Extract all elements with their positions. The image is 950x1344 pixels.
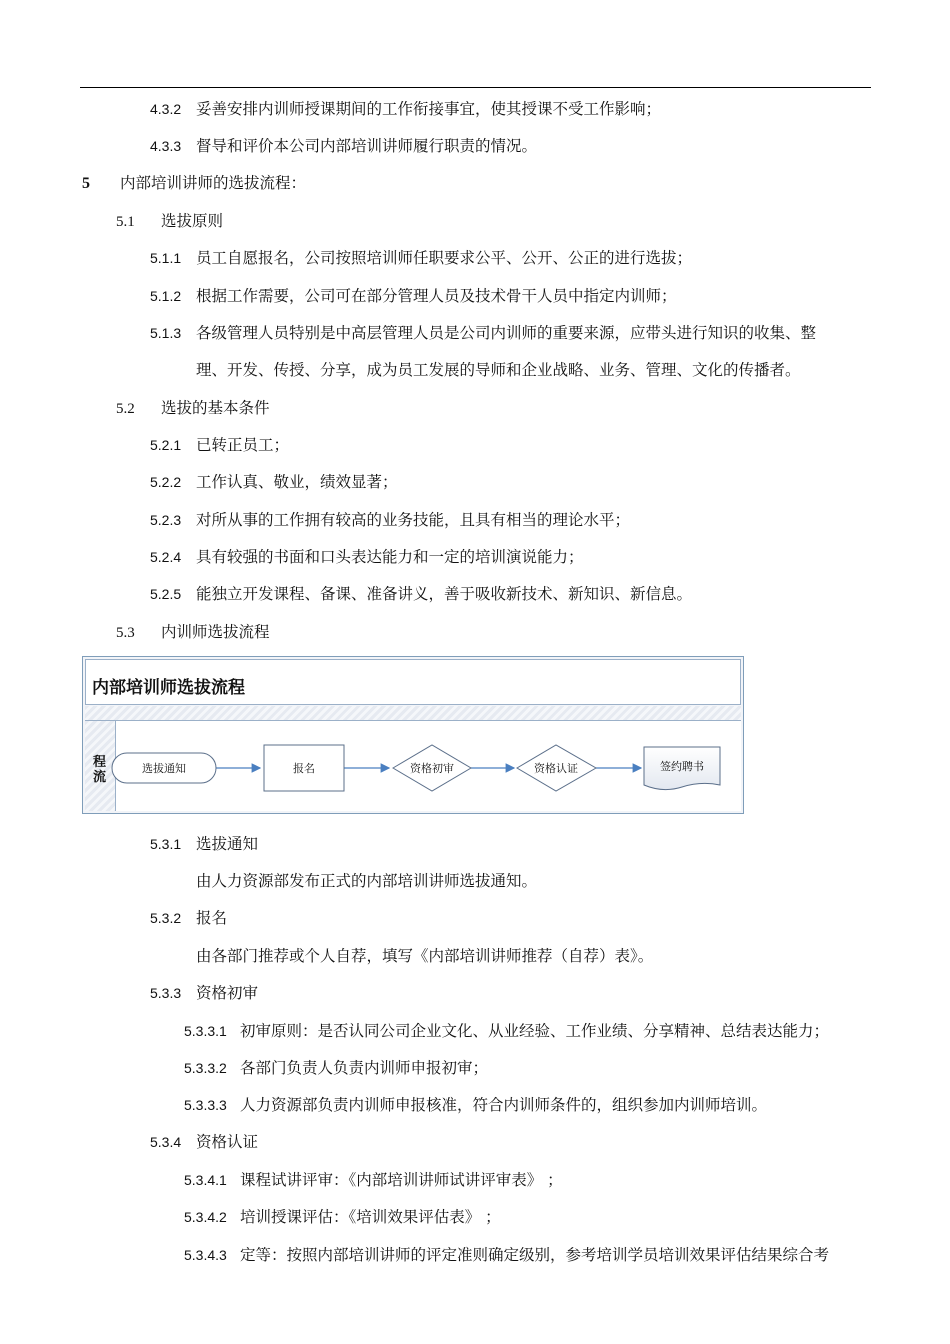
item-text: 员工自愿报名，公司按照培训师任职要求公平、公开、公正的进行选拔；: [196, 249, 693, 267]
item-5-3-1: [150, 834, 258, 854]
section-5-2-heading: [116, 398, 270, 419]
item-number: 4.3.2: [150, 101, 182, 117]
node-label: 报名: [293, 762, 315, 775]
item-number: 5.1.1: [150, 250, 182, 266]
item-text: 各部门负责人负责内训师申报初审；: [240, 1059, 489, 1077]
item-5-3-1-body: [196, 871, 537, 891]
item-5-3-4-1: [184, 1170, 563, 1190]
item-text: 由各部门推荐或个人自荐，填写《内部培训讲师推荐（自荐）表》。: [196, 947, 654, 965]
node-label: 签约聘书: [660, 760, 704, 773]
item-5-1-2: [150, 286, 677, 306]
item-text: 课程试讲评审：《内部培训讲师试讲评审表》 ；: [240, 1171, 563, 1189]
item-text: 由人力资源部发布正式的内部培训讲师选拔通知。: [196, 872, 538, 890]
item-text: 初审原则：是否认同公司企业文化、从业经验、工作业绩、分享精神、总结表达能力；: [240, 1022, 830, 1040]
section-title: 选拔的基本条件: [161, 399, 270, 417]
section-number: 5: [82, 175, 90, 192]
flow-node-selection-notice: [112, 753, 216, 783]
node-label: 资格初审: [410, 762, 454, 775]
item-5-2-5: [150, 584, 692, 604]
item-text: 选拔通知: [196, 835, 259, 853]
item-5-3-4: [150, 1132, 258, 1152]
item-text: 妥善安排内训师授课期间的工作衔接事宜，使其授课不受工作影响；: [196, 100, 662, 118]
item-5-3-2-body: [196, 946, 653, 966]
section-number: 5.2: [116, 401, 135, 417]
section-title: 内部培训讲师的选拔流程：: [120, 174, 307, 192]
item-number: 5.3.4.1: [184, 1172, 227, 1188]
item-number: 5.2.4: [150, 549, 182, 565]
item-number: 5.3.3.1: [184, 1023, 227, 1039]
item-text: 资格初审: [196, 984, 259, 1002]
item-4-3-2: [150, 99, 661, 119]
selection-flowchart: [82, 656, 744, 814]
item-number: 5.2.5: [150, 586, 182, 602]
item-5-2-1: [150, 435, 289, 455]
item-text: 工作认真、敬业，绩效显著；: [196, 473, 398, 491]
item-text: 具有较强的书面和口头表达能力和一定的培训演说能力；: [196, 548, 584, 566]
item-4-3-3: [150, 136, 537, 156]
item-text: 理、开发、传授、分享，成为员工发展的导师和企业战略、业务、管理、文化的传播者。: [196, 361, 801, 379]
item-5-2-2: [150, 472, 398, 492]
section-title: 内训师选拔流程: [161, 623, 270, 641]
item-text: 报名: [196, 909, 228, 927]
item-number: 5.3.1: [150, 836, 182, 852]
item-text: 人力资源部负责内训师申报核准，符合内训师条件的，组织参加内训师培训。: [240, 1096, 768, 1114]
section-number: 5.1: [116, 214, 135, 230]
flow-node-qualification-certification: [517, 745, 596, 791]
lane-label-text: 程流: [93, 755, 107, 785]
flow-node-registration: [264, 745, 344, 791]
item-text: 各级管理人员特别是中高层管理人员是公司内训师的重要来源，应带头进行知识的收集、整: [196, 324, 817, 342]
item-number: 5.3.3: [150, 985, 182, 1001]
item-text: 对所从事的工作拥有较高的业务技能，且具有相当的理论水平；: [196, 511, 631, 529]
item-text: 培训授课评估：《培训效果评估表》 ；: [240, 1208, 501, 1226]
item-5-3-2: [150, 908, 227, 928]
flowchart-diagram: [83, 657, 745, 815]
item-5-2-4: [150, 547, 584, 567]
item-number: 5.3.4.3: [184, 1247, 227, 1263]
item-5-3-3: [150, 983, 258, 1003]
item-number: 5.2.2: [150, 474, 182, 490]
item-number: 5.3.3.3: [184, 1097, 227, 1113]
section-5-1-heading: [116, 211, 223, 232]
item-number: 5.3.4.2: [184, 1209, 227, 1225]
item-5-1-3: [150, 323, 816, 343]
item-5-2-3: [150, 510, 630, 530]
section-title: 选拔原则: [161, 212, 224, 230]
section-number: 5.3: [116, 625, 135, 641]
item-number: 5.3.3.2: [184, 1060, 227, 1076]
item-number: 5.2.3: [150, 512, 182, 528]
item-5-3-3-3: [184, 1095, 767, 1115]
item-number: 5.2.1: [150, 437, 182, 453]
item-text: 根据工作需要，公司可在部分管理人员及技术骨干人员中指定内训师；: [196, 287, 677, 305]
item-text: 已转正员工；: [196, 436, 290, 454]
flow-node-sign-appointment: [644, 747, 720, 790]
section-5-3-heading: [116, 622, 270, 643]
item-number: 5.3.4: [150, 1134, 182, 1150]
item-5-3-4-3: [184, 1245, 829, 1265]
item-text: 能独立开发课程、备课、准备讲义，善于吸收新技术、新知识、新信息。: [196, 585, 693, 603]
item-5-1-1: [150, 248, 692, 268]
item-number: 4.3.3: [150, 138, 182, 154]
item-5-1-3-continued: [196, 360, 801, 380]
item-number: 5.1.3: [150, 325, 182, 341]
item-number: 5.3.2: [150, 910, 182, 926]
item-text: 定等：按照内部培训讲师的评定准则确定级别，参考培训学员培训效果评估结果综合考: [240, 1246, 830, 1264]
item-5-3-3-2: [184, 1058, 488, 1078]
flow-node-preliminary-review: [393, 745, 471, 791]
header-rule: [80, 87, 871, 88]
item-5-3-4-2: [184, 1207, 501, 1227]
flowchart-title: 内部培训师选拔流程: [92, 678, 245, 698]
item-text: 督导和评价本公司内部培训讲师履行职责的情况。: [196, 137, 538, 155]
node-label: 选拔通知: [142, 762, 186, 775]
node-label: 资格认证: [534, 762, 578, 775]
item-text: 资格认证: [196, 1133, 259, 1151]
section-5-heading: [82, 173, 306, 194]
item-number: 5.1.2: [150, 288, 182, 304]
item-5-3-3-1: [184, 1021, 829, 1041]
